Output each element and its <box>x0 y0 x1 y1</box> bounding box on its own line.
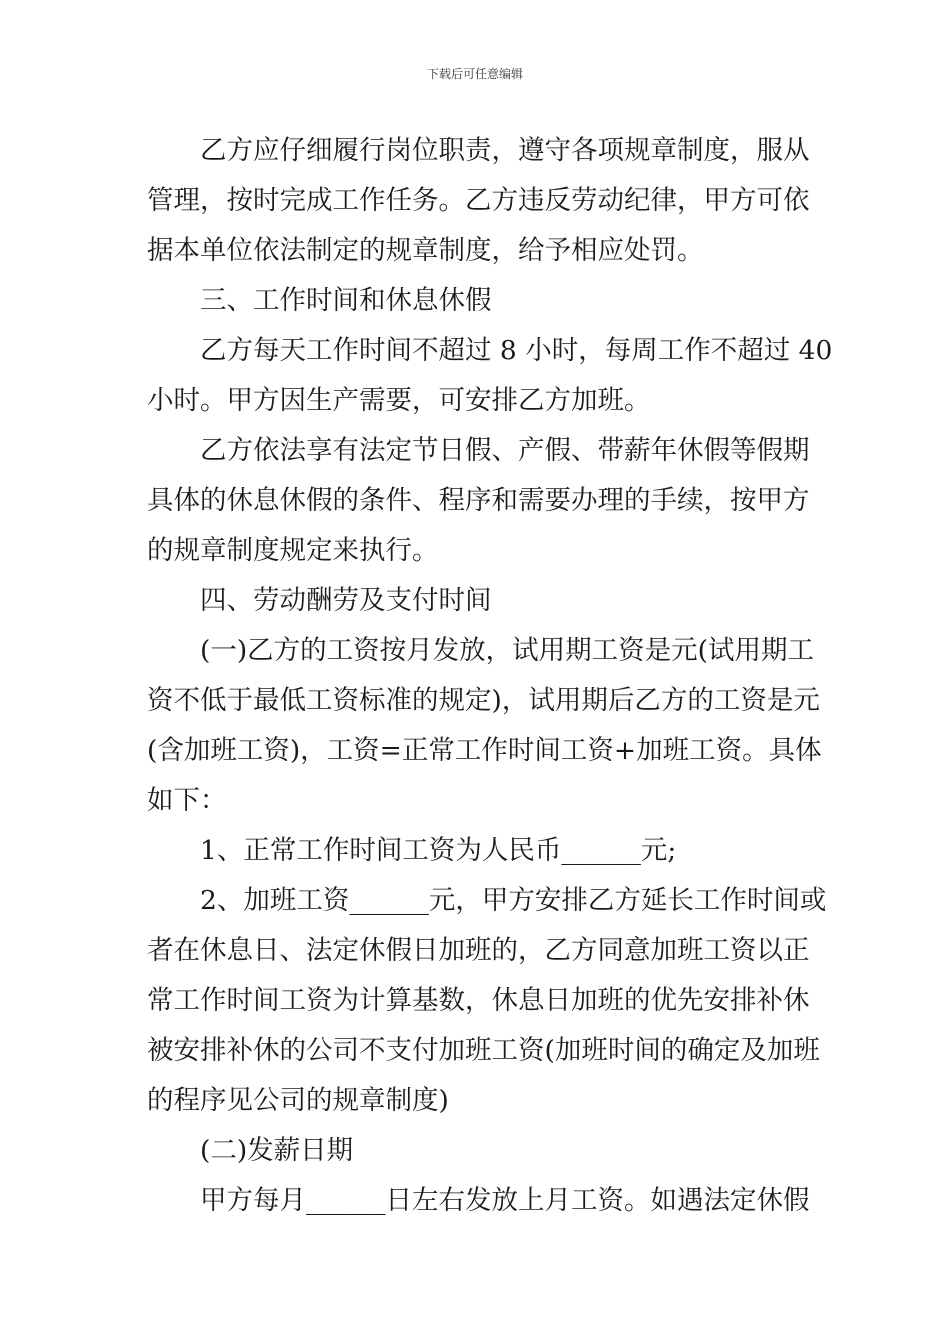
section-heading: 四、劳动酬劳及支付时间 <box>200 585 492 616</box>
text-line: 管理，按时完成工作任务。乙方违反劳动纪律，甲方可依 <box>147 185 810 216</box>
text-line: 具体的休息休假的条件、程序和需要办理的手续，按甲方 <box>147 485 810 516</box>
text-line: 据本单位依法制定的规章制度，给予相应处罚。 <box>147 235 704 266</box>
text-line: 的规章制度规定来执行。 <box>147 535 439 566</box>
text-line: 1、正常工作时间工资为人民币______元; <box>200 835 677 866</box>
text-line: 者在休息日、法定休假日加班的，乙方同意加班工资以正 <box>147 935 810 966</box>
document-body <box>147 126 833 1226</box>
text-line: 常工作时间工资为计算基数，休息日加班的优先安排补休 <box>147 985 810 1016</box>
text-line: 乙方依法享有法定节日假、产假、带薪年休假等假期 <box>200 435 810 466</box>
page-header: 下载后可任意编辑 <box>426 67 523 81</box>
text-line: (含加班工资)，工资=正常工作时间工资+加班工资。具体 <box>147 735 822 766</box>
text-line: 乙方应仔细履行岗位职责，遵守各项规章制度，服从 <box>200 135 810 166</box>
text-line: 资不低于最低工资标准的规定)，试用期后乙方的工资是元 <box>147 685 820 716</box>
section-heading: (二)发薪日期 <box>200 1135 354 1166</box>
text-line: 2、加班工资______元，甲方安排乙方延长工作时间或 <box>200 885 827 916</box>
text-line: 甲方每月______日左右发放上月工资。如遇法定休假 <box>200 1185 810 1216</box>
text-line: 小时。甲方因生产需要，可安排乙方加班。 <box>147 385 651 416</box>
text-line: (一)乙方的工资按月发放，试用期工资是元(试用期工 <box>200 635 815 666</box>
section-heading: 三、工作时间和休息休假 <box>200 285 492 316</box>
text-line: 如下： <box>147 785 227 816</box>
text-line: 乙方每天工作时间不超过 8 小时，每周工作不超过 40 <box>200 335 833 366</box>
text-line: 被安排补休的公司不支付加班工资(加班时间的确定及加班 <box>147 1035 820 1066</box>
text-line: 的程序见公司的规章制度) <box>147 1085 449 1116</box>
